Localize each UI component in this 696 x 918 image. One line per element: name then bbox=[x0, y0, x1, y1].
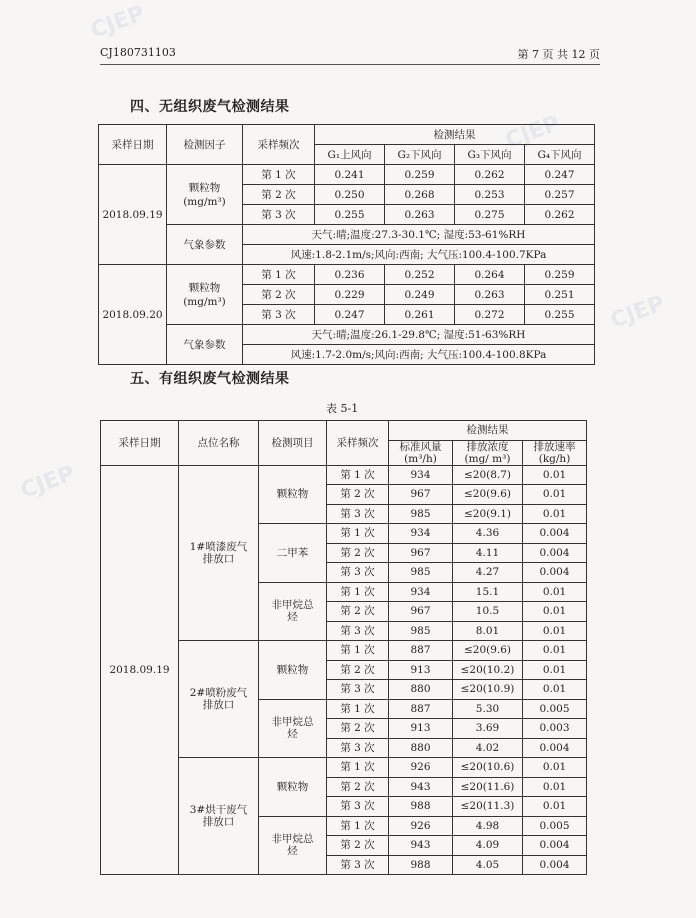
value-cell: 0.01 bbox=[523, 797, 587, 817]
value-cell: 0.259 bbox=[385, 165, 455, 185]
watermark-stamp: CJEP bbox=[502, 111, 564, 154]
value-cell: 4.02 bbox=[453, 738, 523, 758]
item-cell: 颗粒物 bbox=[259, 758, 327, 817]
freq-cell: 第 3 次 bbox=[327, 855, 389, 875]
weather-label: 气象参数 bbox=[167, 325, 243, 365]
date-cell: 2018.09.19 bbox=[99, 165, 167, 265]
value-cell: 0.003 bbox=[523, 719, 587, 739]
value-cell: 0.01 bbox=[523, 465, 587, 485]
value-cell: 943 bbox=[389, 836, 453, 856]
value-cell: 985 bbox=[389, 563, 453, 583]
value-cell: 0.263 bbox=[385, 205, 455, 225]
value-cell: 943 bbox=[389, 777, 453, 797]
value-cell: 988 bbox=[389, 855, 453, 875]
value-cell: ≤20(9.1) bbox=[453, 504, 523, 524]
value-cell: ≤20(11.3) bbox=[453, 797, 523, 817]
factor-cell: 颗粒物 (mg/m³) bbox=[167, 265, 243, 325]
item-cell: 非甲烷总 烃 bbox=[259, 816, 327, 875]
item-cell: 颗粒物 bbox=[259, 641, 327, 700]
value-cell: 926 bbox=[389, 816, 453, 836]
point-cell: 3#烘干废气 排放口 bbox=[179, 758, 259, 875]
header-cell: 检测因子 bbox=[167, 125, 243, 165]
header-cell: 采样频次 bbox=[243, 125, 315, 165]
organized-gas-table bbox=[100, 420, 587, 875]
value-cell: 0.01 bbox=[523, 621, 587, 641]
value-cell: ≤20(8.7) bbox=[453, 465, 523, 485]
value-cell: 0.259 bbox=[525, 265, 595, 285]
table-row bbox=[101, 465, 587, 485]
value-cell: 0.262 bbox=[525, 205, 595, 225]
value-cell: 985 bbox=[389, 621, 453, 641]
value-cell: 0.247 bbox=[525, 165, 595, 185]
factor-cell: 颗粒物 (mg/m³) bbox=[167, 165, 243, 225]
header-cell: 点位名称 bbox=[179, 421, 259, 466]
value-cell: 0.004 bbox=[523, 738, 587, 758]
freq-cell: 第 2 次 bbox=[327, 602, 389, 622]
value-cell: 0.005 bbox=[523, 699, 587, 719]
value-cell: 934 bbox=[389, 465, 453, 485]
value-cell: 4.05 bbox=[453, 855, 523, 875]
freq-cell: 第 1 次 bbox=[243, 265, 315, 285]
page-number: 第 7 页 共 12 页 bbox=[517, 48, 600, 61]
header-cell: G₁上风向 bbox=[315, 145, 385, 165]
freq-cell: 第 1 次 bbox=[327, 641, 389, 661]
value-cell: 0.255 bbox=[315, 205, 385, 225]
watermark-stamp: CJEP bbox=[607, 291, 669, 334]
report-number: CJ180731103 bbox=[100, 46, 176, 59]
value-cell: 0.229 bbox=[315, 285, 385, 305]
value-cell: ≤20(9.6) bbox=[453, 485, 523, 505]
value-cell: 0.241 bbox=[315, 165, 385, 185]
header-cell: 采样日期 bbox=[101, 421, 179, 466]
value-cell: 15.1 bbox=[453, 582, 523, 602]
weather-line: 天气:晴;温度:27.3-30.1℃; 湿度:53-61%RH bbox=[243, 225, 595, 245]
date-cell: 2018.09.19 bbox=[101, 465, 179, 875]
value-cell: 913 bbox=[389, 660, 453, 680]
header-cell: 排放浓度 (mg/ m³) bbox=[453, 440, 523, 465]
value-cell: 0.01 bbox=[523, 582, 587, 602]
value-cell: 0.004 bbox=[523, 855, 587, 875]
freq-cell: 第 2 次 bbox=[327, 836, 389, 856]
value-cell: 0.01 bbox=[523, 602, 587, 622]
value-cell: ≤20(10.6) bbox=[453, 758, 523, 778]
value-cell: 880 bbox=[389, 738, 453, 758]
header-cell: G₄下风向 bbox=[525, 145, 595, 165]
value-cell: 0.236 bbox=[315, 265, 385, 285]
weather-row bbox=[99, 225, 595, 245]
header-cell: 检测结果 bbox=[389, 421, 587, 441]
value-cell: 4.36 bbox=[453, 524, 523, 544]
value-cell: 0.01 bbox=[523, 680, 587, 700]
value-cell: 985 bbox=[389, 504, 453, 524]
weather-label: 气象参数 bbox=[167, 225, 243, 265]
freq-cell: 第 3 次 bbox=[327, 621, 389, 641]
weather-line: 天气:晴;温度:26.1-29.8℃; 湿度:51-63%RH bbox=[243, 325, 595, 345]
value-cell: 0.01 bbox=[523, 660, 587, 680]
header-cell: 采样日期 bbox=[99, 125, 167, 165]
value-cell: 0.264 bbox=[455, 265, 525, 285]
watermark-stamp: CJEP bbox=[17, 461, 79, 504]
weather-line: 风速:1.8-2.1m/s;风向:西南; 大气压:100.4-100.7KPa bbox=[243, 245, 595, 265]
value-cell: 967 bbox=[389, 602, 453, 622]
value-cell: 967 bbox=[389, 543, 453, 563]
point-cell: 1#喷漆废气 排放口 bbox=[179, 465, 259, 641]
section4-title: 四、无组织废气检测结果 bbox=[130, 99, 290, 115]
header-row bbox=[99, 125, 595, 145]
table-row bbox=[99, 165, 595, 185]
value-cell: ≤20(11.6) bbox=[453, 777, 523, 797]
value-cell: 887 bbox=[389, 699, 453, 719]
value-cell: 0.249 bbox=[385, 285, 455, 305]
value-cell: 0.268 bbox=[385, 185, 455, 205]
freq-cell: 第 1 次 bbox=[327, 758, 389, 778]
value-cell: 4.98 bbox=[453, 816, 523, 836]
value-cell: 0.252 bbox=[385, 265, 455, 285]
value-cell: 4.11 bbox=[453, 543, 523, 563]
value-cell: 0.250 bbox=[315, 185, 385, 205]
freq-cell: 第 2 次 bbox=[243, 285, 315, 305]
value-cell: 5.30 bbox=[453, 699, 523, 719]
header-cell: 检测结果 bbox=[315, 125, 595, 145]
item-cell: 非甲烷总 烃 bbox=[259, 699, 327, 758]
fugitive-gas-table bbox=[98, 124, 595, 365]
freq-cell: 第 2 次 bbox=[327, 719, 389, 739]
freq-cell: 第 1 次 bbox=[327, 816, 389, 836]
section5-title: 五、有组织废气检测结果 bbox=[130, 371, 290, 387]
freq-cell: 第 2 次 bbox=[327, 485, 389, 505]
value-cell: 0.004 bbox=[523, 836, 587, 856]
freq-cell: 第 1 次 bbox=[327, 524, 389, 544]
freq-cell: 第 1 次 bbox=[327, 582, 389, 602]
freq-cell: 第 3 次 bbox=[327, 797, 389, 817]
freq-cell: 第 2 次 bbox=[327, 777, 389, 797]
value-cell: 0.251 bbox=[525, 285, 595, 305]
table-row bbox=[99, 265, 595, 285]
value-cell: 934 bbox=[389, 524, 453, 544]
point-cell: 2#喷粉废气 排放口 bbox=[179, 641, 259, 758]
value-cell: 0.261 bbox=[385, 305, 455, 325]
value-cell: 0.005 bbox=[523, 816, 587, 836]
table-caption: 表 5-1 bbox=[326, 402, 359, 415]
freq-cell: 第 3 次 bbox=[327, 738, 389, 758]
value-cell: 967 bbox=[389, 485, 453, 505]
value-cell: 988 bbox=[389, 797, 453, 817]
value-cell: 913 bbox=[389, 719, 453, 739]
value-cell: 0.004 bbox=[523, 524, 587, 544]
header-cell: G₂下风向 bbox=[385, 145, 455, 165]
value-cell: 0.004 bbox=[523, 543, 587, 563]
freq-cell: 第 3 次 bbox=[243, 305, 315, 325]
value-cell: 926 bbox=[389, 758, 453, 778]
value-cell: 10.5 bbox=[453, 602, 523, 622]
value-cell: 0.01 bbox=[523, 504, 587, 524]
freq-cell: 第 2 次 bbox=[243, 185, 315, 205]
item-cell: 二甲苯 bbox=[259, 524, 327, 583]
freq-cell: 第 3 次 bbox=[327, 504, 389, 524]
value-cell: 880 bbox=[389, 680, 453, 700]
value-cell: 0.01 bbox=[523, 758, 587, 778]
freq-cell: 第 1 次 bbox=[243, 165, 315, 185]
weather-row bbox=[99, 325, 595, 345]
freq-cell: 第 1 次 bbox=[327, 699, 389, 719]
value-cell: 0.255 bbox=[525, 305, 595, 325]
value-cell: 0.253 bbox=[455, 185, 525, 205]
date-cell: 2018.09.20 bbox=[99, 265, 167, 365]
value-cell: 0.262 bbox=[455, 165, 525, 185]
value-cell: 0.275 bbox=[455, 205, 525, 225]
value-cell: 3.69 bbox=[453, 719, 523, 739]
page-header bbox=[100, 44, 600, 65]
value-cell: 934 bbox=[389, 582, 453, 602]
value-cell: 0.01 bbox=[523, 485, 587, 505]
value-cell: ≤20(9.6) bbox=[453, 641, 523, 661]
value-cell: 0.257 bbox=[525, 185, 595, 205]
value-cell: 887 bbox=[389, 641, 453, 661]
value-cell: 4.27 bbox=[453, 563, 523, 583]
value-cell: 4.09 bbox=[453, 836, 523, 856]
value-cell: 8.01 bbox=[453, 621, 523, 641]
value-cell: 0.247 bbox=[315, 305, 385, 325]
value-cell: ≤20(10.9) bbox=[453, 680, 523, 700]
weather-line: 风速:1.7-2.0m/s;风向:西南; 大气压:100.4-100.8KPa bbox=[243, 345, 595, 365]
header-cell: G₃下风向 bbox=[455, 145, 525, 165]
header-cell: 排放速率 (kg/h) bbox=[523, 440, 587, 465]
item-cell: 颗粒物 bbox=[259, 465, 327, 524]
freq-cell: 第 1 次 bbox=[327, 465, 389, 485]
item-cell: 非甲烷总 烃 bbox=[259, 582, 327, 641]
header-cell: 检测项目 bbox=[259, 421, 327, 466]
freq-cell: 第 3 次 bbox=[327, 563, 389, 583]
header-cell: 采样频次 bbox=[327, 421, 389, 466]
value-cell: ≤20(10.2) bbox=[453, 660, 523, 680]
header-cell: 标准风量 (m³/h) bbox=[389, 440, 453, 465]
freq-cell: 第 3 次 bbox=[243, 205, 315, 225]
value-cell: 0.01 bbox=[523, 777, 587, 797]
header-row bbox=[101, 421, 587, 441]
value-cell: 0.263 bbox=[455, 285, 525, 305]
freq-cell: 第 2 次 bbox=[327, 660, 389, 680]
value-cell: 0.272 bbox=[455, 305, 525, 325]
value-cell: 0.01 bbox=[523, 641, 587, 661]
freq-cell: 第 2 次 bbox=[327, 543, 389, 563]
value-cell: 0.004 bbox=[523, 563, 587, 583]
freq-cell: 第 3 次 bbox=[327, 680, 389, 700]
watermark-stamp: CJEP bbox=[87, 1, 149, 44]
